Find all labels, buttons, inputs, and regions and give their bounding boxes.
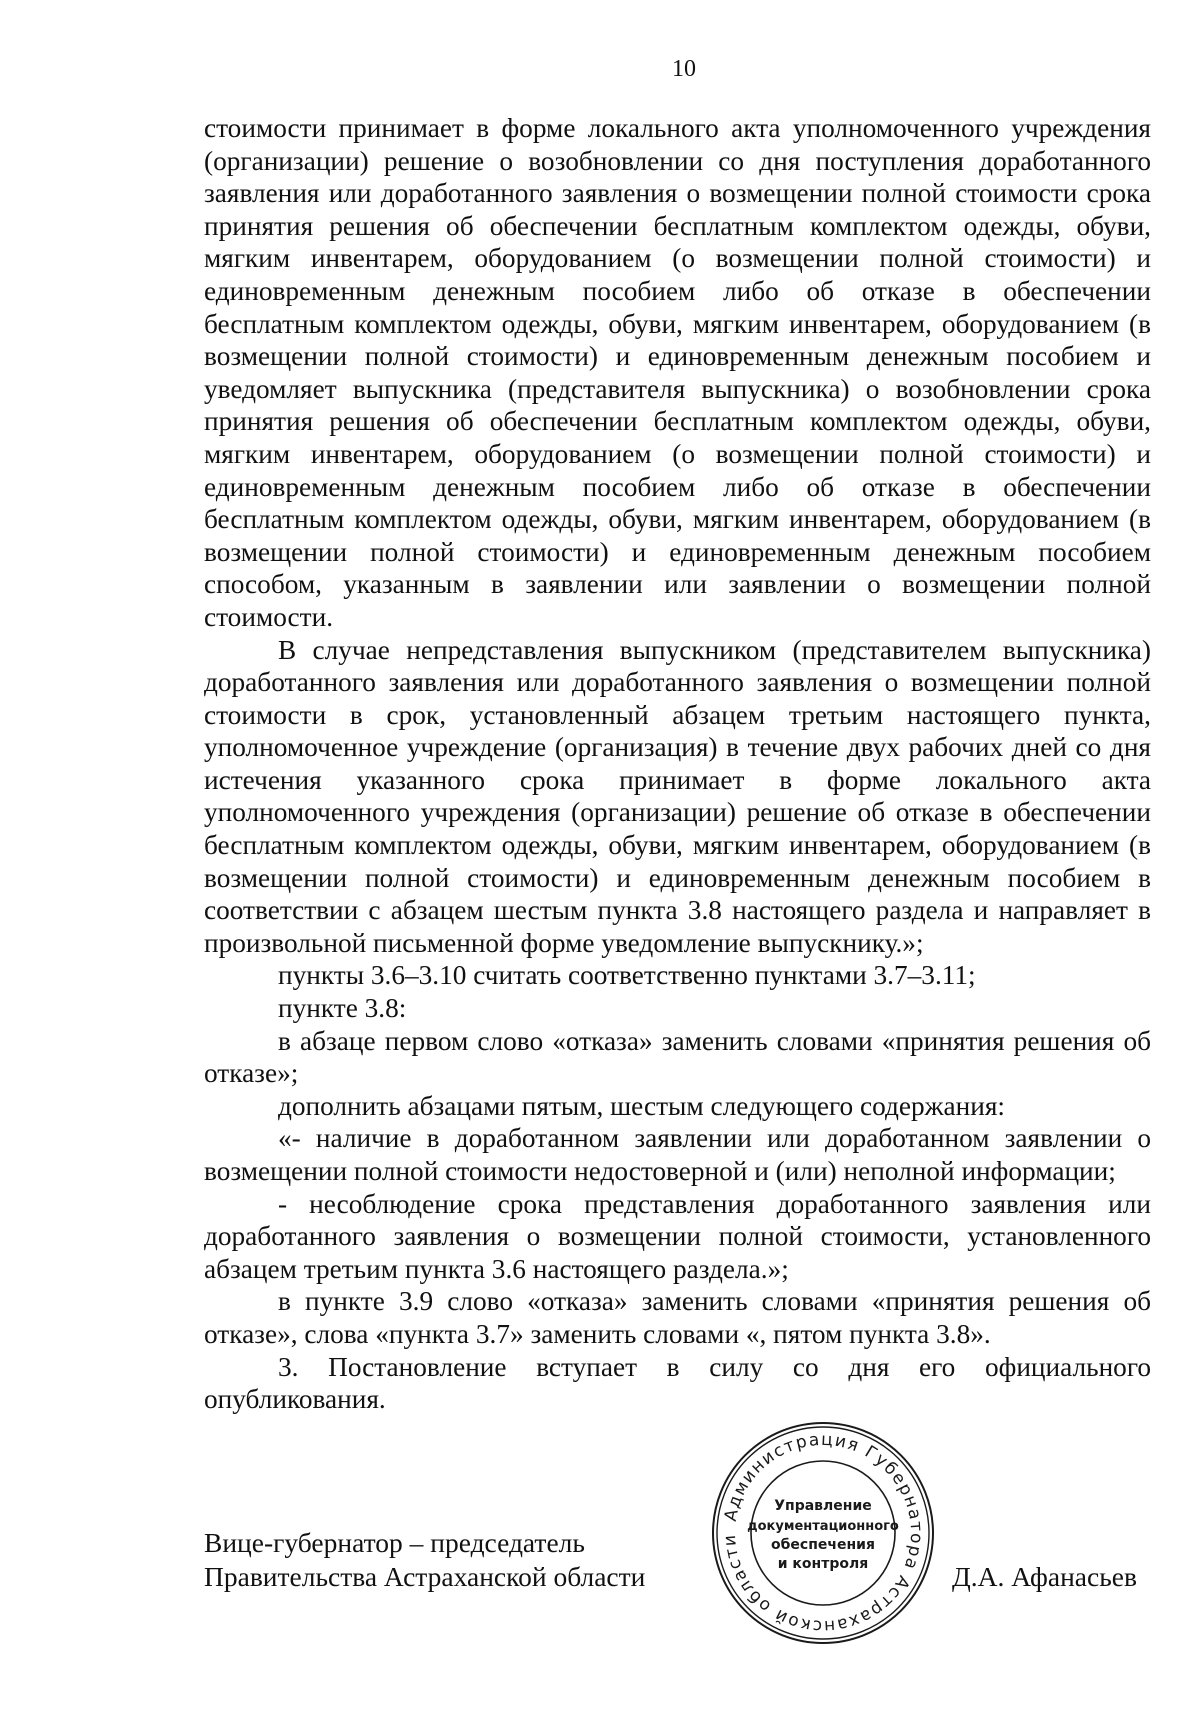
svg-text:обеспечения: обеспечения	[771, 1537, 875, 1553]
page-number: 10	[672, 56, 696, 82]
paragraph-10: 3. Постановление вступает в силу со дня его официального опубликования.	[204, 1351, 1151, 1415]
svg-text:Управление: Управление	[774, 1498, 872, 1514]
paragraph-4: пункте 3.8:	[278, 993, 407, 1024]
paragraph-5: в абзаце первом слово «отказа» заменить словами «принятия решения об отказе»;	[204, 1025, 1151, 1089]
svg-text:документационного: документационного	[747, 1519, 899, 1534]
official-seal	[708, 1418, 938, 1648]
paragraph-1: стоимости принимает в форме локального акта уполномоченного учреждения (организации) решение о возобновлении со дня поступления доработанного заявления или доработанного заявления о возмещении полной стоимости срока принятия решения об обеспечении бесплатным комплектом одежды, обуви, мягким инвентарем, оборудованием (о возмещении полной стоимости) и единовременным денежным пособием либо об отказе в обеспечении бесплатным комплектом одежды, обуви, мягким инвентарем, оборудованием (в возмещении полной стоимости) и единовременным денежным пособием и уведомляет выпускника (представителя выпускника) о возобновлении срока принятия решения об обеспечении бесплатным комплектом одежды, обуви, мягким инвентарем, оборудованием (о возмещении полной стоимости) и единовременным денежным пособием либо об отказе в обеспечении бесплатным комплектом одежды, обуви, мягким инвентарем, оборудованием (в возмещении полной стоимости) и единовременным денежным пособием способом, указанным в заявлении или заявлении о возмещении полной стоимости.	[204, 113, 1151, 632]
document-body	[204, 112, 1151, 1416]
paragraph-6: дополнить абзацами пятым, шестым следующего содержания:	[278, 1090, 1005, 1121]
svg-text:и контроля: и контроля	[777, 1556, 869, 1572]
paragraph-8: - несоблюдение срока представления доработанного заявления или доработанного заявления о возмещении полной стоимости, установленного абзацем третьим пункта 3.6 настоящего раздела.»;	[204, 1188, 1151, 1284]
signatory-position	[204, 1526, 645, 1594]
signatory-position-line-1: Вице-губернатор – председатель	[204, 1527, 585, 1558]
paragraph-2: В случае непредставления выпускником (представителем выпускника) доработанного заявления или доработанного заявления о возмещении полной стоимости в срок, установленный абзацем третьим настоящего пункта, уполномоченное учреждение (организация) в течение двух рабочих дней со дня истечения указанного срока принимает в форме локального акта уполномоченного учреждения (организации) решение об отказе в обеспечении бесплатным комплектом одежды, обуви, мягким инвентарем, оборудованием (в возмещении полной стоимости) и единовременным денежным пособием в соответствии с абзацем шестым пункта 3.8 настоящего раздела и направляет в произвольной письменной форме уведомление выпускнику.»;	[204, 634, 1151, 958]
paragraph-9: в пункте 3.9 слово «отказа» заменить словами «принятия решения об отказе», слова «пункта 3.7» заменить словами «, пятом пункта 3.8».	[204, 1286, 1151, 1349]
signatory-position-line-2: Правительства Астраханской области	[204, 1561, 646, 1592]
paragraph-7: «- наличие в доработанном заявлении или доработанном заявлении о возмещении полной стоимости недостоверной и (или) неполной информации;	[204, 1123, 1151, 1186]
paragraph-3: пункты 3.6–3.10 считать соответственно пунктами 3.7–3.11;	[278, 960, 976, 991]
svg-text:Администрация Губернатора Астр: Администрация Губернатора Астраханской области	[719, 1429, 927, 1637]
signatory-name: Д.А. Афанасьев	[952, 1561, 1137, 1592]
